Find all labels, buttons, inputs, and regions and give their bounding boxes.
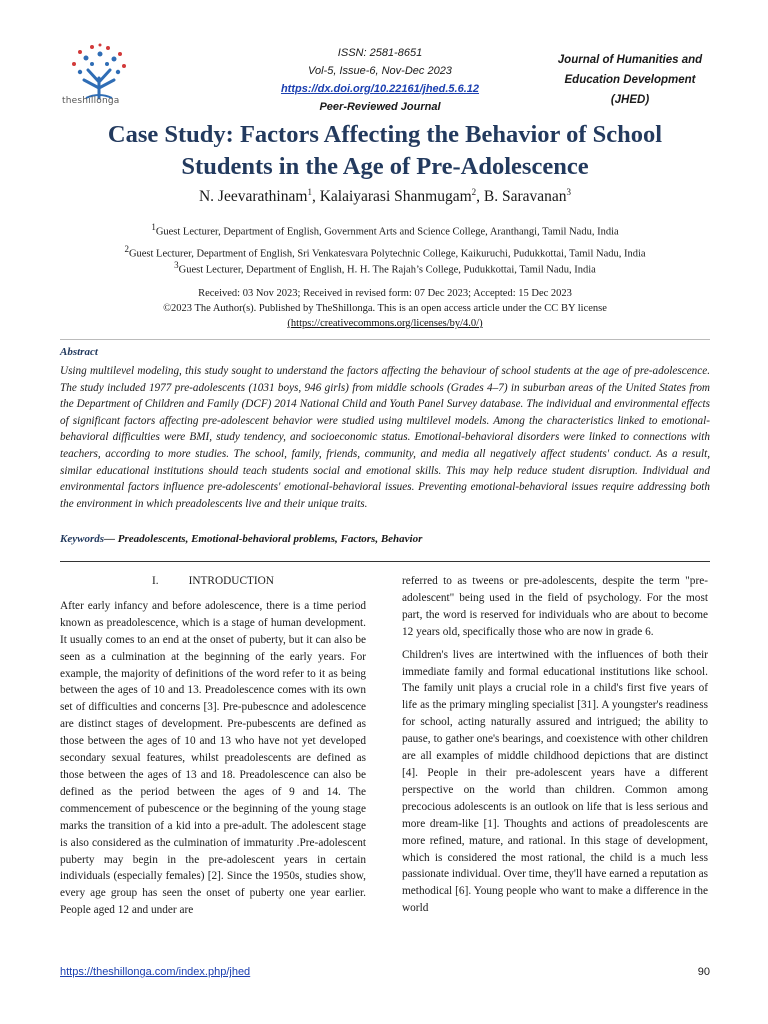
journal-meta [230,44,530,116]
affiliation [20,244,750,260]
keywords-text: — Preadolescents, Emotional-behavioral problems, Factors, Behavior [104,533,423,545]
abstract-heading: Abstract [60,346,98,358]
keywords-label: Keywords [60,533,104,545]
volume-issue: Vol-5, Issue-6, Nov-Dec 2023 [308,65,452,77]
journal-name-line3: (JHED) [610,94,650,106]
issn: ISSN: 2581-8651 [337,47,423,59]
peer-reviewed-label: Peer-Reviewed Journal [319,101,441,113]
divider [60,339,710,340]
doi-link[interactable]: https://dx.doi.org/10.22161/jhed.5.6.12 [280,83,480,95]
section-number: I. [152,575,159,587]
author-sup: 1 [307,187,312,197]
affiliation-text: Guest Lecturer, Department of English, Government Arts and Science College, Aranthangi, Tamil Nadu, India [155,226,619,238]
author-name: N. Jeevarathinam [198,188,308,206]
author-list: N. Jeevarathinam$^1$, Kalaiyarasi Shanmugam$^2$, B. Saravanan$^3$ [198,187,572,206]
affiliation [20,260,750,276]
affiliation [20,222,750,238]
paragraph: Children's lives are intertwined with the influences of both their immediate family and formal educational institutions like school. The family unit plays a crucial role in a child's first five years of life as the primary mingling specialist [31]. A youngster's readiness for school, acting naturally assured and intrigued; the ability to pause, to gather one's bearings, and coexistence with other children are all examples of middle childhood depictions that are distinct [4]. People in their pre-adolescent years have a different perspective on the world than children. Common among precocious adolescents is an outlook on life that is less serious and more dream-like [1]. Thoughts and actions of preadolescents are more refined, mature, and rational. In this stage of development, which is considered the most rational, the child is a much less passionate individual. Over time, they'll have earned a reputation as methodical [6]. Young people who want to make a difference in the world [402,648,709,915]
affiliation-text: Guest Lecturer, Department of English, Sri Venkatesvara Polytechnic College, Kaikuruchi, Pudukkottai, Tamil Nadu, India [128,248,646,260]
left-column [60,573,366,925]
journal-name-line1: Journal of Humanities and [557,54,703,66]
license-link[interactable]: (https://creativecommons.org/licenses/by/4.0/) [287,318,483,329]
paragraph: referred to as tweens or pre-adolescents, despite the term "pre-adolescent" being used in the field of psychology. For the most part, the word is reserved for individuals who are about to become 12 years old, specifically those who are now in grade 6. [402,575,708,638]
license-url [20,318,750,329]
author-sup: 2 [471,187,477,197]
keywords [60,533,422,545]
logo-wordmark: theshillonga [62,96,120,106]
section-heading [60,573,366,590]
affiliation-sup: 2 [124,244,129,254]
author-sup: 3 [566,187,572,197]
journal-name-line2: Education Development [564,74,696,86]
author-name: B. Saravanan [483,188,567,206]
right-column [402,573,708,923]
affiliation-text: Guest Lecturer, Department of English, H. H. The Rajah’s College, Pudukkottai, Tamil Nadu, India [178,264,596,276]
journal-name [530,50,730,110]
article-title [40,119,730,183]
footer-journal-link[interactable]: https://theshillonga.com/index.php/jhed [60,966,251,978]
page-number: 90 [697,966,710,978]
affiliation-sup: 1 [151,222,156,232]
title-line1: Case Study: Factors Affecting the Behavior of School [107,121,663,148]
section-title: INTRODUCTION [188,575,274,587]
abstract-body: Using multilevel modeling, this study sought to understand the factors affecting the behaviour of school students at the age of pre-adolescence. The study included 1977 pre-adolescents (1031 boys, 946 girls) from middle schools (Grades 4–7) in suburban areas of the United States from the Department of Children and Family (DCF) 2014 National Child and Youth Panel Survey database. The individual and environmental effects of significant factors affecting pre-adolescent behavior were studied using multilevel models. Among the characteristics linked to emotional-behavioral difficulties were BMI, study tendency, and socioeconomic status. Emotional-behavioral disorders were linked to connections with teachers, according to more studies. The school, family, friends, community, and media all negatively affect students' conduct. As a result, similar educational institutions should teach students social and emotional skills. This may help reduce student disruption. Individual and environmental factors influence pre-adolescents' emotional-behavioral issues. Preventing emotional-behavioral issues require addressing both the environment in which preadolescents live and their unique traits. [60,365,710,510]
license-statement: ©2023 The Author(s). Published by TheShillonga. This is an open access article under the CC BY license [163,303,607,314]
affiliation-sup: 3 [174,260,179,270]
author-name: Kalaiyarasi Shanmugam [319,188,472,206]
divider [60,561,710,562]
title-line2: Students in the Age of Pre-Adolescence [181,153,589,180]
received-dates: Received: 03 Nov 2023; Received in revised form: 07 Dec 2023; Accepted: 15 Dec 2023 [198,288,572,299]
paragraph: After early infancy and before adolescence, there is a time period known as preadolescence, which is a stage of human development. It usually comes to an end at the onset of puberty, but it can also be seen as a culmination at the beginning of the early years. For example, the majority of definitions of the word refer to it as being between the ages of 10 and 13. Preadolescence comes with its own set of difficulties and concerns [3]. Pre-pubescnce and adolescence are distinct stages of development. Pre-pubescents are defined as those between the ages of 10 and 13 who have not yet developed secondary sexual features, whilst preadolescents are defined as those between the ages of 13 and 18. Preadolescence can also be defined as the period between the ages of 9 and 14. The commencement of pubescence or the beginning of the young stage marks the transition of a kid into a pre-adult. The adolescent stage is also considered as the culmination of immaturity .Pre-adolescent puberty may begin in the pre-adolescent years in certain individuals (especially females) [2]. Since the 1950s, studies show, every age group has seen the onset of puberty one year earlier. People aged 12 and under are [60,599,366,917]
